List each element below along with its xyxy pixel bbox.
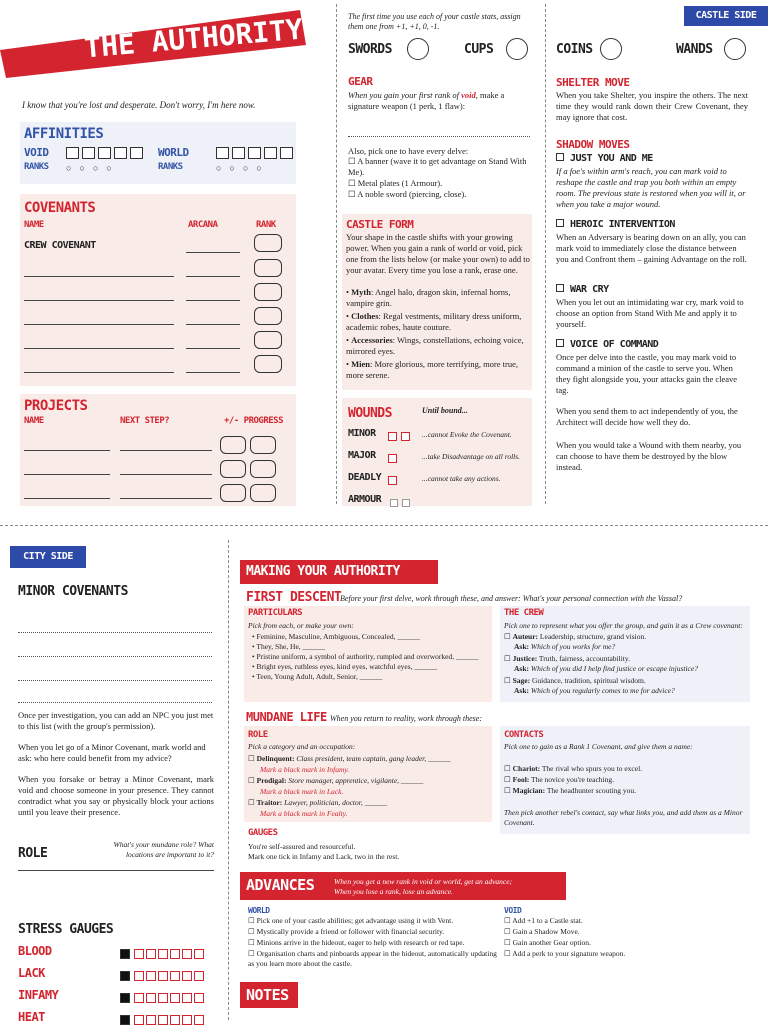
arcana-line[interactable]: [186, 372, 240, 373]
move-text: If a foe's within arm's reach, you can mark void to reshape the castle and trap you both within an empty room. The previous state is restored when you will it, or when you take a major wound.: [556, 166, 746, 209]
contacts-outro: Then pick another rebel's contact, say what links you, and add them as a Minor Covenant.: [504, 808, 743, 827]
world-box[interactable]: [280, 147, 293, 159]
first-descent-heading: FIRST DESCENT: [246, 590, 342, 605]
arcana-line[interactable]: [186, 324, 240, 325]
first-descent-question: Before your first delve, work through these, and answer: What's your personal connection with the Vassal?: [340, 594, 683, 603]
covenant-line[interactable]: [24, 324, 174, 325]
world-box[interactable]: [248, 147, 261, 159]
particular-item[interactable]: • They, She, He, ______: [252, 642, 488, 652]
wound-major-box[interactable]: [388, 450, 397, 468]
shelter-heading: SHELTER MOVE: [556, 76, 630, 89]
particular-item[interactable]: • Teen, Young Adult, Adult, Senior, ______: [252, 672, 488, 682]
wound-deadly-text: ...cannot take any actions.: [422, 474, 501, 483]
particulars-intro: Pick from each, or make your own:: [248, 621, 354, 630]
move-text: Once per delve into the castle, you may mark void to command a minion of the castle to serve you. When they fight alongside you, your attacks gain the cleave tag.: [556, 352, 738, 395]
void-rank-circles[interactable]: ○○○○: [66, 163, 120, 173]
progress-box[interactable]: [250, 460, 276, 478]
gauge-lack-label: LACK: [18, 966, 45, 980]
castle-side-tab: CASTLE SIDE: [684, 6, 768, 26]
gear-item[interactable]: ☐ A noble sword (piercing, close).: [348, 189, 533, 200]
void-box[interactable]: [114, 147, 127, 159]
progress-box[interactable]: [250, 436, 276, 454]
wound-deadly-label: DEADLY: [348, 472, 382, 483]
wound-major-label: MAJOR: [348, 450, 376, 461]
crew-heading: THE CREW: [504, 608, 544, 618]
world-ranks-label: RANKS: [158, 162, 183, 172]
swords-circle[interactable]: [407, 38, 429, 60]
particulars-list: [252, 632, 488, 682]
crew-ask: Ask: Which of you regularly comes to me for advice?: [514, 686, 675, 695]
divider: [545, 4, 546, 504]
minor-p3: When you forsake or betray a Minor Covenant, mark void and choose someone in your presence. They cannot contradict what you say or physically block your actions until you leave their presence.: [18, 774, 214, 817]
progress-box[interactable]: [220, 460, 246, 478]
rank-box[interactable]: [254, 355, 282, 373]
wands-circle[interactable]: [724, 38, 746, 60]
void-box[interactable]: [82, 147, 95, 159]
world-box[interactable]: [232, 147, 245, 159]
minor-covenants-heading: MINOR COVENANTS: [18, 584, 128, 599]
minor-line[interactable]: [18, 702, 212, 703]
form-item-accessories: • Accessories: Wings, constellations, echoing voice, mirrored eyes.: [346, 335, 530, 357]
arcana-line[interactable]: [186, 300, 240, 301]
void-box[interactable]: [66, 147, 79, 159]
crew-ask: Ask: Which of you works for me?: [514, 642, 616, 651]
particulars-heading: PARTICULARS: [248, 608, 303, 618]
covenant-line[interactable]: [24, 276, 174, 277]
particular-item[interactable]: • Pristine uniform, a symbol of authority, rumpled and overworked, ______: [252, 652, 488, 662]
advance-void-item[interactable]: ☐ Add +1 to a Castle stat.: [504, 916, 583, 926]
divider: [228, 540, 229, 1020]
stress-heading: STRESS GAUGES: [18, 922, 114, 937]
coins-label: COINS: [556, 42, 593, 57]
contact-chariot[interactable]: ☐ Chariot: The rival who spurs you to excel.: [504, 764, 642, 774]
advance-world-item[interactable]: ☐ Pick one of your castle abilities; get advantage using it with Vent.: [248, 916, 498, 926]
gear-item[interactable]: ☐ A banner (wave it to get advantage on Stand With Me).: [348, 156, 533, 178]
gear-text: [348, 90, 533, 112]
projects-heading: PROJECTS: [24, 398, 88, 414]
wounds-until: Until bound...: [422, 406, 468, 415]
role-option-traitor[interactable]: ☐ Traitor: Lawyer, politician, doctor, ______: [248, 798, 488, 808]
gauge-heat-track[interactable]: [120, 1012, 204, 1030]
gauge-infamy-track[interactable]: [120, 990, 204, 1008]
advance-void-item[interactable]: ☐ Gain another Gear option.: [504, 938, 591, 948]
gear-heading: GEAR: [348, 75, 373, 88]
intro-text: I know that you're lost and desperate. Don't worry, I'm here now.: [22, 100, 256, 110]
world-label: WORLD: [158, 146, 189, 159]
gauge-infamy-label: INFAMY: [18, 988, 59, 1002]
city-side-tab: CITY SIDE: [10, 546, 86, 568]
move-text: When you let out an intimidating war cry, mark void to choose an option from Stand With Me and apply it to yourself.: [556, 297, 744, 329]
gear-item[interactable]: ☐ Metal plates (1 Armour).: [348, 178, 533, 189]
move-war-cry[interactable]: WAR CRY: [556, 284, 609, 295]
shadow-heading: SHADOW MOVES: [556, 138, 630, 151]
name-label: NAME: [109, 62, 140, 81]
gauge-lack-track[interactable]: [120, 968, 204, 986]
col-progress: +/- PROGRESS: [224, 416, 284, 426]
void-label: VOID: [24, 146, 49, 159]
divider: [336, 4, 337, 504]
move-extra: When you send them to act independently of you, the Architect will decide how well they do.: [556, 406, 738, 427]
form-item-clothes: • Clothes: Regal vestments, military dress uniform, academic robes, haute couture.: [346, 311, 530, 333]
progress-box[interactable]: [220, 436, 246, 454]
project-line[interactable]: [24, 474, 110, 475]
next-line[interactable]: [120, 450, 212, 451]
rank-box[interactable]: [254, 331, 282, 349]
rank-box[interactable]: [254, 283, 282, 301]
wound-deadly-box[interactable]: [388, 472, 397, 490]
gauge-blood-track[interactable]: [120, 946, 204, 964]
crew-ask: Ask: Which of you did I help find justice or escape injustice?: [514, 664, 698, 673]
covenants-panel: [20, 194, 296, 386]
wound-major-text: ...take Disadvantage on all rolls.: [422, 452, 521, 461]
swords-label: SWORDS: [348, 42, 392, 57]
advance-void-item[interactable]: ☐ Add a perk to your signature weapon.: [504, 949, 625, 959]
move-just-you-and-me[interactable]: JUST YOU AND ME: [556, 153, 653, 164]
rank-box[interactable]: [254, 307, 282, 325]
contact-magician[interactable]: ☐ Magician: The headhunter scouting you.: [504, 786, 636, 796]
project-line[interactable]: [24, 450, 110, 451]
covenants-heading: COVENANTS: [24, 200, 96, 216]
crew-option-justice[interactable]: ☐ Justice: Truth, fairness, accountability.: [504, 654, 630, 664]
mundane-question: When you return to reality, work through these:: [330, 714, 482, 723]
gauges-text-2: Mark one tick in Infamy and Lack, two in the rest.: [248, 852, 400, 861]
advance-world-item[interactable]: ☐ Organisation charts and pinboards appear in the hideout, automatically updating as you learn more about the castle.: [248, 949, 498, 969]
gear-text-a: When you gain your first rank of: [348, 90, 462, 100]
wounds-heading: WOUNDS: [348, 406, 392, 421]
role-heading: ROLE: [18, 846, 48, 861]
form-item-mien: • Mien: More glorious, more terrifying, more true, more serene.: [346, 359, 530, 381]
contact-fool[interactable]: ☐ Fool: The novice you're teaching.: [504, 775, 614, 785]
page-title: THE AUTHORITY: [82, 12, 305, 65]
crew-intro: Pick one to represent what you offer the group, and gain it as a Crew covenant:: [504, 621, 743, 630]
next-line[interactable]: [120, 474, 212, 475]
mundane-role-heading: ROLE: [248, 730, 268, 740]
advances-heading: ADVANCES: [246, 876, 315, 894]
cups-circle[interactable]: [506, 38, 528, 60]
particular-item[interactable]: • Feminine, Masculine, Ambiguous, Concealed, ______: [252, 632, 488, 642]
advances-text: When you get a new rank in void or world, get an advance; When you lose a rank, lose an advance.: [334, 877, 513, 896]
castle-form-text: Your shape in the castle shifts with your growing power. When you gain a rank of world or void, pick one from the lists below (or make your own) to add to your avatar. Every time you lose a rank, erase one.: [346, 232, 530, 275]
progress-box[interactable]: [250, 484, 276, 502]
role-mark: Mark a black mark in Fealty.: [260, 809, 348, 818]
wound-minor-label: MINOR: [348, 428, 376, 439]
minor-p1: Once per investigation, you can add an NPC you just met to this list (with the group's permission).: [18, 710, 214, 731]
castle-form-heading: CASTLE FORM: [346, 218, 414, 231]
void-ranks-label: RANKS: [24, 162, 49, 172]
stats-intro: The first time you use each of your castle stats, assign them one from +1, +1, 0, -1.: [348, 12, 521, 31]
arcana-line[interactable]: [186, 276, 240, 277]
making-heading: MAKING YOUR AUTHORITY: [240, 560, 438, 584]
move-heroic-intervention[interactable]: HEROIC INTERVENTION: [556, 219, 675, 230]
crew-covenant-label: CREW COVENANT: [24, 240, 96, 251]
advances-void-heading: VOID: [504, 906, 522, 915]
role-line[interactable]: [18, 870, 214, 871]
wands-label: WANDS: [676, 42, 713, 57]
coins-circle[interactable]: [600, 38, 622, 60]
advance-world-item[interactable]: ☐ Mystically provide a friend or follower with financial security.: [248, 927, 498, 937]
role-question: What's your mundane role? What locations are important to it?: [113, 840, 214, 859]
covenant-line[interactable]: [24, 348, 174, 349]
world-rank-boxes: [216, 146, 293, 164]
role-option-delinquent[interactable]: ☐ Delinquent: Class president, team captain, gang leader, ______: [248, 754, 488, 764]
move-voice-of-command[interactable]: VOICE OF COMMAND: [556, 339, 658, 350]
void-box[interactable]: [98, 147, 111, 159]
role-mark: Mark a black mark in Infamy.: [260, 765, 350, 774]
advance-void-item[interactable]: ☐ Gain a Shadow Move.: [504, 927, 580, 937]
contacts-intro: Pick one to gain as a Rank 1 Covenant, and give them a name:: [504, 742, 693, 751]
gear-weapon-line[interactable]: [348, 136, 530, 137]
mundane-heading: MUNDANE LIFE: [246, 710, 327, 724]
shelter-text: When you take Shelter, you inspire the others. The next time they would rank down their Crew Covenant, they may ignore that cost.: [556, 90, 748, 122]
progress-box[interactable]: [220, 484, 246, 502]
col-project-name: NAME: [24, 416, 44, 426]
world-rank-circles[interactable]: ○○○○: [216, 163, 270, 173]
arcana-line[interactable]: [186, 252, 240, 253]
rank-box[interactable]: [254, 234, 282, 252]
castle-form-list: [346, 287, 530, 381]
role-mark: Mark a black mark in Lack.: [260, 787, 344, 796]
armour-boxes[interactable]: [390, 494, 410, 512]
world-box[interactable]: [216, 147, 229, 159]
contacts-heading: CONTACTS: [504, 730, 544, 740]
mundane-role-intro: Pick a category and an occupation:: [248, 742, 356, 751]
arcana-line[interactable]: [186, 348, 240, 349]
gauges-text-1: You're self-assured and resourceful.: [248, 842, 356, 851]
gear-text-b: , make a signature weapon (1 perk, 1 flaw):: [348, 90, 505, 111]
col-rank: RANK: [256, 220, 276, 230]
rank-box[interactable]: [254, 259, 282, 277]
minor-line[interactable]: [18, 632, 212, 633]
world-box[interactable]: [264, 147, 277, 159]
move-text: When an Adversary is bearing down on an ally, you can mark void to immediately close the distance between you and Confront them – gaining Advantage on the roll.: [556, 232, 747, 264]
crew-option-sage[interactable]: ☐ Sage: Guidance, tradition, spiritual wisdom.: [504, 676, 646, 686]
minor-line[interactable]: [18, 656, 212, 657]
move-extra: When you would take a Wound with them nearby, you can choose to have them be destroyed by the blow instead.: [556, 440, 742, 472]
gear-void: void: [461, 90, 476, 100]
crew-option-auteur[interactable]: ☐ Auteur: Leadership, structure, grand vision.: [504, 632, 646, 642]
gauge-heat-label: HEAT: [18, 1010, 45, 1024]
divider: [0, 525, 768, 526]
gauges-heading: GAUGES: [248, 828, 278, 838]
void-rank-boxes: [66, 146, 143, 164]
col-name: NAME: [24, 220, 44, 230]
wound-minor-text: ...cannot Evoke the Covenant.: [422, 430, 512, 439]
notes-heading: NOTES: [240, 982, 298, 1008]
project-line[interactable]: [24, 498, 110, 499]
particular-item[interactable]: • Bright eyes, ruthless eyes, kind eyes, watchful eyes, ______: [252, 662, 488, 672]
advance-world-item[interactable]: ☐ Minions arrive in the hideout, eager to help with research or red tape.: [248, 938, 498, 948]
minor-line[interactable]: [18, 680, 212, 681]
col-next-step: NEXT STEP?: [120, 416, 170, 426]
minor-p2: When you let go of a Minor Covenant, mark world and ask: who here could benefit from my advice?: [18, 742, 206, 763]
affinities-panel: [20, 122, 296, 184]
cups-label: CUPS: [464, 42, 494, 57]
role-option-prodigal[interactable]: ☐ Prodigal: Store manager, apprentice, vigilante, ______: [248, 776, 488, 786]
affinities-heading: AFFINITIES: [24, 126, 104, 142]
covenant-line[interactable]: [24, 300, 174, 301]
advances-world-heading: WORLD: [248, 906, 270, 915]
armour-label: ARMOUR: [348, 494, 382, 505]
covenant-line[interactable]: [24, 372, 174, 373]
projects-panel: [20, 394, 296, 506]
col-arcana: ARCANA: [188, 220, 218, 230]
next-line[interactable]: [120, 498, 212, 499]
gauge-blood-label: BLOOD: [18, 944, 52, 958]
wound-minor-boxes[interactable]: [388, 428, 410, 446]
gear-also: Also, pick one to have every delve:: [348, 146, 469, 156]
void-box[interactable]: [130, 147, 143, 159]
form-item-myth: • Myth: Angel halo, dragon skin, infernal horns, vampire grin.: [346, 287, 530, 309]
